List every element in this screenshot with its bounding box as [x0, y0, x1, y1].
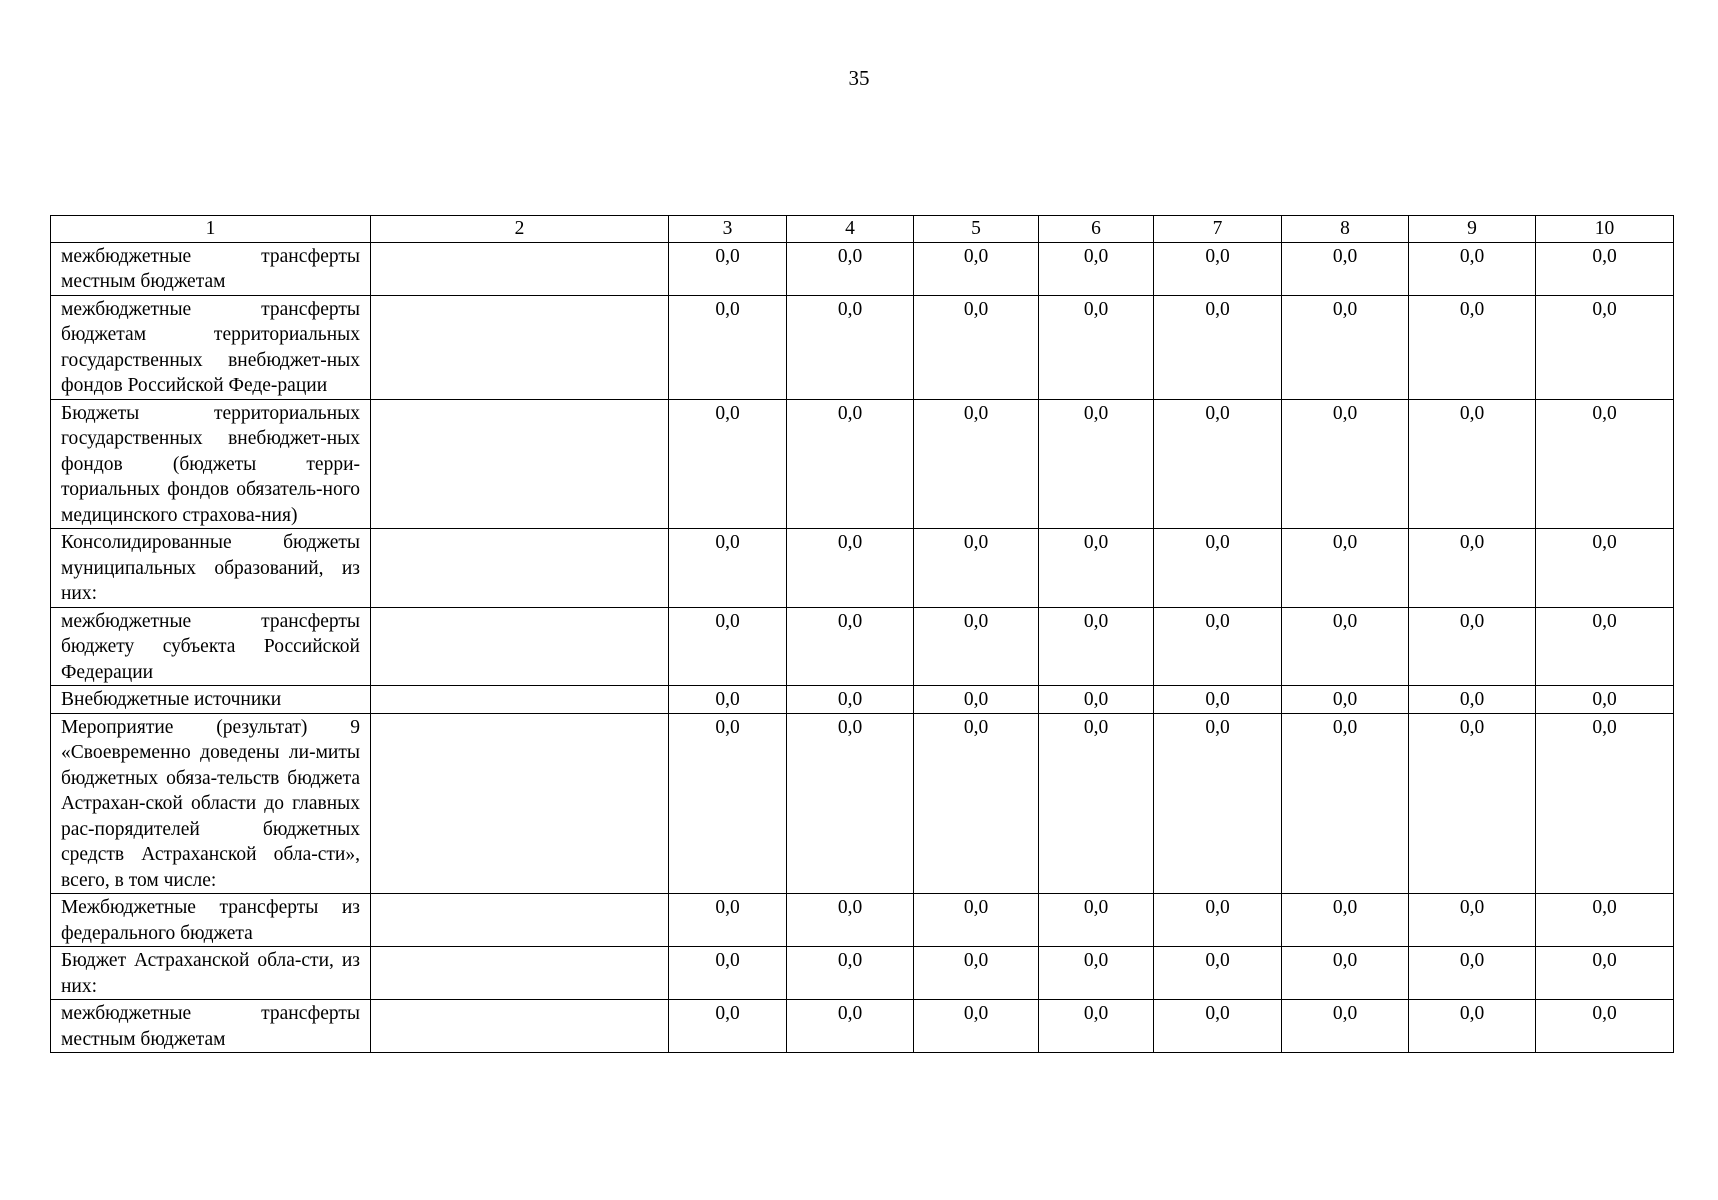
value-cell: 0,0	[914, 686, 1039, 714]
value-cell: 0,0	[669, 686, 787, 714]
value-cell: 0,0	[1536, 295, 1674, 399]
value-cell: 0,0	[787, 607, 914, 686]
value-cell: 0,0	[1282, 242, 1409, 295]
value-cell: 0,0	[1154, 947, 1282, 1000]
value-cell: 0,0	[1154, 242, 1282, 295]
budget-table	[50, 215, 1674, 1053]
row-label: Консолидированные бюджеты муниципальных образований, из них:	[51, 529, 371, 608]
page-number: 35	[848, 66, 870, 90]
value-cell: 0,0	[669, 242, 787, 295]
table-row	[51, 399, 1674, 529]
value-cell: 0,0	[669, 607, 787, 686]
value-cell: 0,0	[1154, 686, 1282, 714]
value-cell: 0,0	[1536, 399, 1674, 529]
value-cell: 0,0	[1409, 713, 1536, 894]
row-label: межбюджетные трансферты бюджету субъекта Российской Федерации	[51, 607, 371, 686]
value-cell: 0,0	[787, 686, 914, 714]
value-cell: 0,0	[1536, 686, 1674, 714]
row-col2	[371, 607, 669, 686]
value-cell: 0,0	[1039, 713, 1154, 894]
row-label: Внебюджетные источники	[51, 686, 371, 714]
value-cell: 0,0	[1154, 894, 1282, 947]
table-row	[51, 242, 1674, 295]
value-cell: 0,0	[1536, 713, 1674, 894]
value-cell: 0,0	[787, 529, 914, 608]
value-cell: 0,0	[669, 529, 787, 608]
value-cell: 0,0	[1282, 686, 1409, 714]
table-row	[51, 529, 1674, 608]
col-header-6: 6	[1039, 216, 1154, 243]
value-cell: 0,0	[787, 242, 914, 295]
value-cell: 0,0	[1536, 894, 1674, 947]
value-cell: 0,0	[1154, 529, 1282, 608]
value-cell: 0,0	[669, 894, 787, 947]
value-cell: 0,0	[1282, 607, 1409, 686]
value-cell: 0,0	[669, 1000, 787, 1053]
value-cell: 0,0	[1409, 529, 1536, 608]
value-cell: 0,0	[1039, 1000, 1154, 1053]
table-row	[51, 686, 1674, 714]
row-col2	[371, 1000, 669, 1053]
value-cell: 0,0	[669, 947, 787, 1000]
value-cell: 0,0	[1154, 713, 1282, 894]
value-cell: 0,0	[1039, 399, 1154, 529]
value-cell: 0,0	[787, 713, 914, 894]
row-col2	[371, 947, 669, 1000]
table-row	[51, 295, 1674, 399]
value-cell: 0,0	[1409, 295, 1536, 399]
value-cell: 0,0	[1039, 529, 1154, 608]
value-cell: 0,0	[787, 1000, 914, 1053]
value-cell: 0,0	[914, 713, 1039, 894]
value-cell: 0,0	[1039, 607, 1154, 686]
value-cell: 0,0	[914, 607, 1039, 686]
table-row	[51, 1000, 1674, 1053]
value-cell: 0,0	[1282, 947, 1409, 1000]
value-cell: 0,0	[1039, 686, 1154, 714]
col-header-5: 5	[914, 216, 1039, 243]
value-cell: 0,0	[1282, 399, 1409, 529]
row-label: Бюджет Астраханской обла-сти, из них:	[51, 947, 371, 1000]
col-header-7: 7	[1154, 216, 1282, 243]
value-cell: 0,0	[1154, 607, 1282, 686]
value-cell: 0,0	[914, 399, 1039, 529]
value-cell: 0,0	[669, 713, 787, 894]
row-col2	[371, 529, 669, 608]
value-cell: 0,0	[787, 295, 914, 399]
col-header-3: 3	[669, 216, 787, 243]
value-cell: 0,0	[1536, 529, 1674, 608]
value-cell: 0,0	[1039, 947, 1154, 1000]
value-cell: 0,0	[1039, 295, 1154, 399]
col-header-10: 10	[1536, 216, 1674, 243]
value-cell: 0,0	[1039, 894, 1154, 947]
value-cell: 0,0	[1039, 242, 1154, 295]
row-col2	[371, 242, 669, 295]
value-cell: 0,0	[914, 947, 1039, 1000]
value-cell: 0,0	[1409, 947, 1536, 1000]
value-cell: 0,0	[1536, 607, 1674, 686]
value-cell: 0,0	[1282, 529, 1409, 608]
row-label: межбюджетные трансферты местным бюджетам	[51, 1000, 371, 1053]
value-cell: 0,0	[1282, 713, 1409, 894]
col-header-4: 4	[787, 216, 914, 243]
value-cell: 0,0	[914, 529, 1039, 608]
value-cell: 0,0	[1154, 1000, 1282, 1053]
value-cell: 0,0	[1154, 399, 1282, 529]
value-cell: 0,0	[1282, 295, 1409, 399]
value-cell: 0,0	[1409, 242, 1536, 295]
table-row	[51, 894, 1674, 947]
value-cell: 0,0	[1282, 894, 1409, 947]
row-col2	[371, 713, 669, 894]
value-cell: 0,0	[914, 1000, 1039, 1053]
row-label: межбюджетные трансферты бюджетам территориальных государственных внебюджет-ных фондов Российской Феде-рации	[51, 295, 371, 399]
value-cell: 0,0	[1409, 399, 1536, 529]
col-header-9: 9	[1409, 216, 1536, 243]
col-header-8: 8	[1282, 216, 1409, 243]
value-cell: 0,0	[914, 242, 1039, 295]
table-row	[51, 947, 1674, 1000]
header-row	[51, 216, 1674, 243]
row-col2	[371, 399, 669, 529]
value-cell: 0,0	[1409, 1000, 1536, 1053]
value-cell: 0,0	[1536, 242, 1674, 295]
value-cell: 0,0	[1282, 1000, 1409, 1053]
table-row	[51, 607, 1674, 686]
col-header-1: 1	[51, 216, 371, 243]
value-cell: 0,0	[787, 947, 914, 1000]
row-label: Межбюджетные трансферты из федерального бюджета	[51, 894, 371, 947]
value-cell: 0,0	[787, 894, 914, 947]
value-cell: 0,0	[669, 295, 787, 399]
value-cell: 0,0	[669, 399, 787, 529]
row-label: Мероприятие (результат) 9 «Своевременно доведены ли-миты бюджетных обяза-тельств бюджета Астрахан-ской области до главных рас-порядителей бюджетных средств Астраханской обла-сти», всего, в том числе:	[51, 713, 371, 894]
value-cell: 0,0	[1409, 607, 1536, 686]
value-cell: 0,0	[914, 295, 1039, 399]
value-cell: 0,0	[1409, 686, 1536, 714]
value-cell: 0,0	[1536, 947, 1674, 1000]
value-cell: 0,0	[1409, 894, 1536, 947]
row-col2	[371, 686, 669, 714]
value-cell: 0,0	[1536, 1000, 1674, 1053]
row-col2	[371, 295, 669, 399]
value-cell: 0,0	[914, 894, 1039, 947]
col-header-2: 2	[371, 216, 669, 243]
row-label: Бюджеты территориальных государственных внебюджет-ных фондов (бюджеты терри-ториальных фондов обязатель-ного медицинского страхова-ния)	[51, 399, 371, 529]
value-cell: 0,0	[1154, 295, 1282, 399]
value-cell: 0,0	[787, 399, 914, 529]
row-col2	[371, 894, 669, 947]
table-row	[51, 713, 1674, 894]
row-label: межбюджетные трансферты местным бюджетам	[51, 242, 371, 295]
